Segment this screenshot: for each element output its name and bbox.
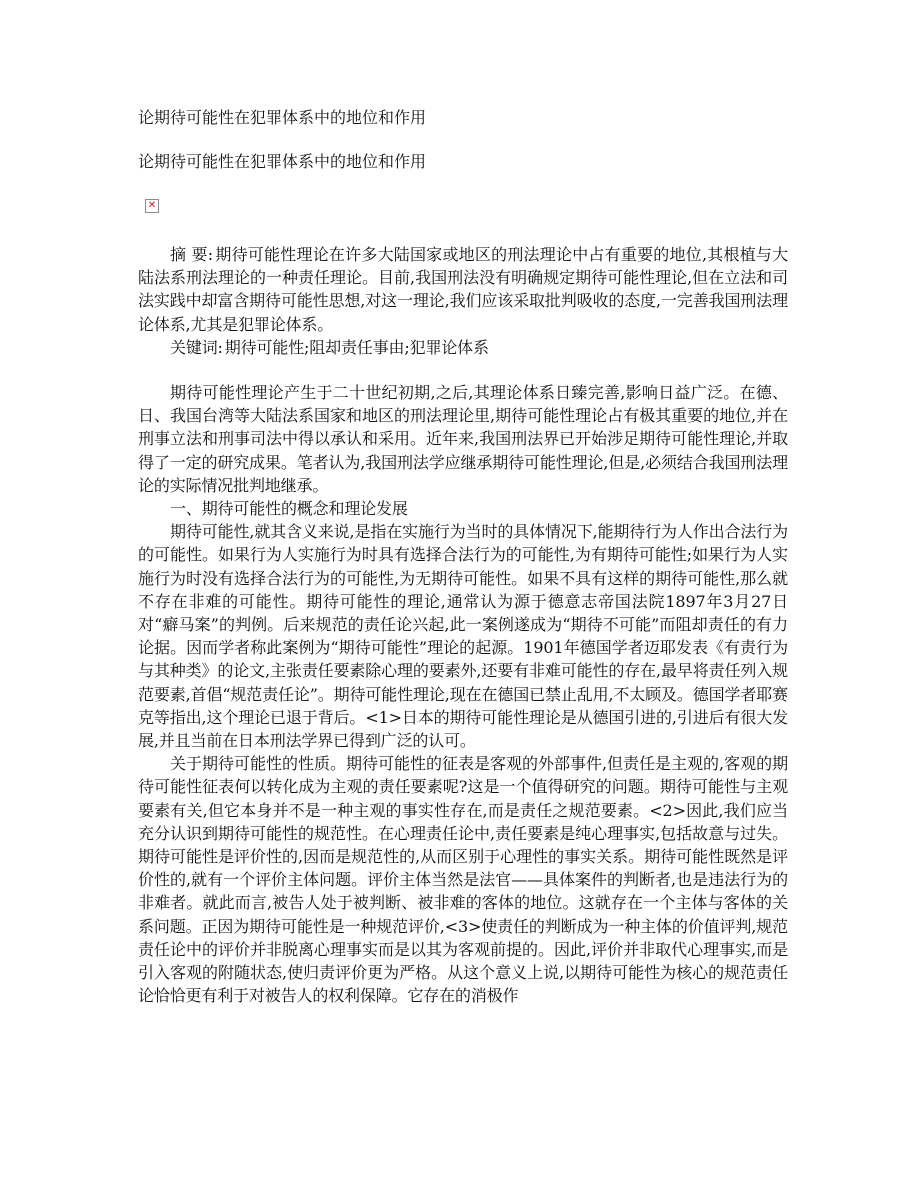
abstract-paragraph	[138, 243, 788, 336]
main-body	[138, 381, 788, 1007]
close-icon: ✕	[147, 200, 157, 211]
document-subtitle: 论期待可能性在犯罪体系中的地位和作用	[138, 152, 427, 171]
document-title: 论期待可能性在犯罪体系中的地位和作用	[138, 108, 427, 127]
keywords-label: 关键词:	[170, 337, 223, 357]
abstract-section	[138, 243, 788, 359]
body-paragraph-3: 关于期待可能性的性质。期待可能性的征表是客观的外部事件,但责任是主观的,客观的期待可能性征表何以转化成为主观的责任要素呢?这是一个值得研究的问题。期待可能性与主观要素有关,但它本身并不是一种主观的事实性存在,而是责任之规范要素。<2>因此,我们应当充分认识到期待可能性的规范性。在心理责任论中,责任要素是纯心理事实,包括故意与过失。期待可能性是评价性的,因而是规范性的,从而区别于心理性的事实关系。期待可能性既然是评价性的,就有一个评价主体问题。评价主体当然是法官——具体案件的判断者,也是违法行为的非难者。就此而言,被告人处于被判断、被非难的客体的地位。这就存在一个主体与客体的关系问题。正因为期待可能性是一种规范评价,<3>使责任的判断成为一种主体的价值评判,规范责任论中的评价并非脱离心理事实而是以其为客观前提的。因此,评价并非取代心理事实,而是引入客观的附随状态,使归责评价更为严格。从这个意义上说,以期待可能性为核心的规范责任论恰恰更有利于对被告人的权利保障。它存在的消极作	[138, 754, 788, 1006]
keywords-text: 期待可能性;阻却责任事由;犯罪论体系	[224, 337, 489, 357]
section-heading-1: 一、期待可能性的概念和理论发展	[170, 499, 408, 519]
abstract-label: 摘 要:	[170, 245, 213, 264]
body-paragraph-1: 期待可能性理论产生于二十世纪初期,之后,其理论体系日臻完善,影响日益广泛。在德、日、我国台湾等大陆法系国家和地区的刑法理论里,期待可能性理论占有极其重要的地位,并在刑事立法和刑事司法中得以承认和采用。近年来,我国刑法界已开始涉足期待可能性理论,并取得了一定的研究成果。笔者认为,我国刑法学应继承期待可能性理论,但是,必须结合我国刑法理论的实际情况批判地继承。	[138, 383, 788, 495]
abstract-text: 期待可能性理论在许多大陆国家或地区的刑法理论中占有重要的地位,其根植与大陆法系刑法理论的一种责任理论。目前,我国刑法没有明确规定期待可能性理论,但在立法和司法实践中却富含期待可能性思想,对这一理论,我们应该采取批判吸收的态度,一完善我国刑法理论体系,尤其是犯罪论体系。	[138, 245, 788, 334]
body-paragraph-2: 期待可能性,就其含义来说,是指在实施行为当时的具体情况下,能期待行为人作出合法行为的可能性。如果行为人实施行为时具有选择合法行为的可能性,为有期待可能性;如果行为人实施行为时没有选择合法行为的可能性,为无期待可能性。如果不具有这样的期待可能性,那么就不存在非难的可能性。期待可能性的理论,通常认为源于德意志帝国法院1897年3月27日对“癖马案”的判例。后来规范的责任论兴起,此一案例遂成为“期待不可能”而阻却责任的有力论据。因而学者称此案例为“期待可能性”理论的起源。1901年德国学者迈耶发表《有责行为与其种类》的论文,主张责任要素除心理的要素外,还要有非难可能性的存在,最早将责任列入规范要素,首倡“规范责任论”。期待可能性理论,现在在德国已禁止乱用,不太顾及。德国学者耶赛克等指出,这个理论已退于背后。<1>日本的期待可能性理论是从德国引进的,引进后有很大发展,并且当前在日本刑法学界已得到广泛的认可。	[138, 522, 788, 751]
keywords-paragraph	[138, 336, 788, 359]
broken-image-icon	[145, 199, 159, 213]
